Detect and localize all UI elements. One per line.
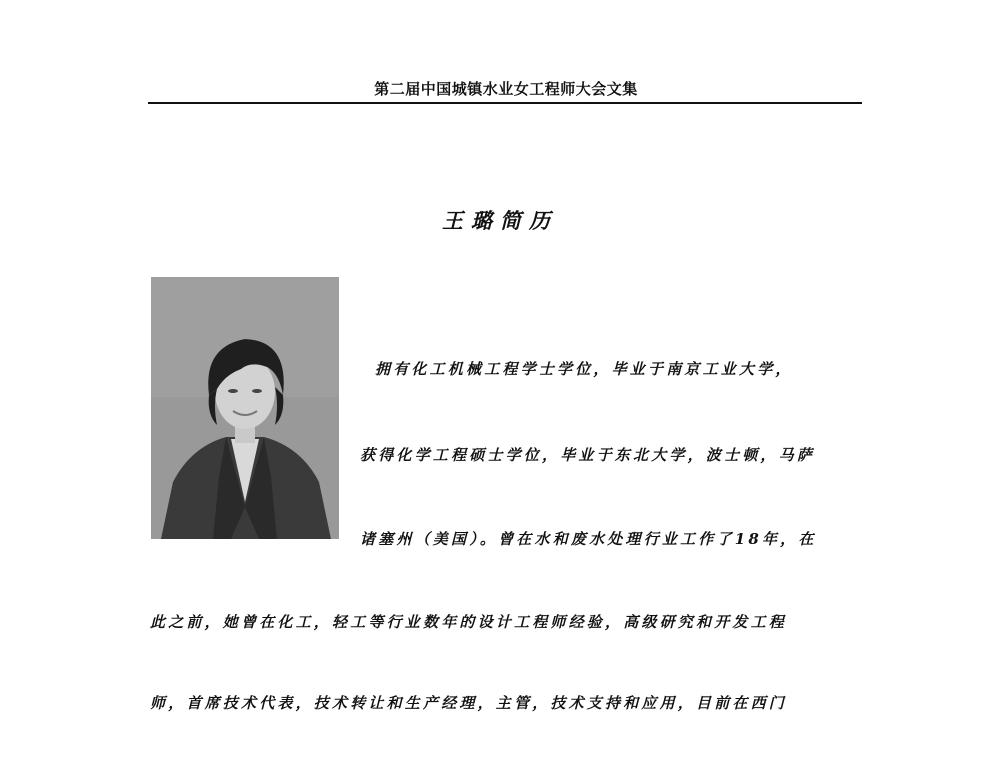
page-title: 王璐简历 [442,208,558,233]
bio-line-1: 拥有化工机械工程学士学位，毕业于南京工业大学， [375,360,794,378]
bio-line-5: 师，首席技术代表，技术转让和生产经理，主管，技术支持和应用，目前在西门 [150,694,788,712]
bio-line-4: 此之前，她曾在化工，轻工等行业数年的设计工程师经验，高级研究和开发工程 [150,613,788,631]
header-rule [148,102,862,104]
portrait-illustration [151,277,339,539]
portrait-photo [151,277,339,539]
bio-line-3: 诸塞州（美国）。曾在水和废水处理行业工作了18年，在 [360,530,817,548]
running-header: 第二届中国城镇水业女工程师大会文集 [374,80,638,98]
bio-line-2: 获得化学工程硕士学位，毕业于东北大学，波士顿，马萨 [360,446,816,464]
